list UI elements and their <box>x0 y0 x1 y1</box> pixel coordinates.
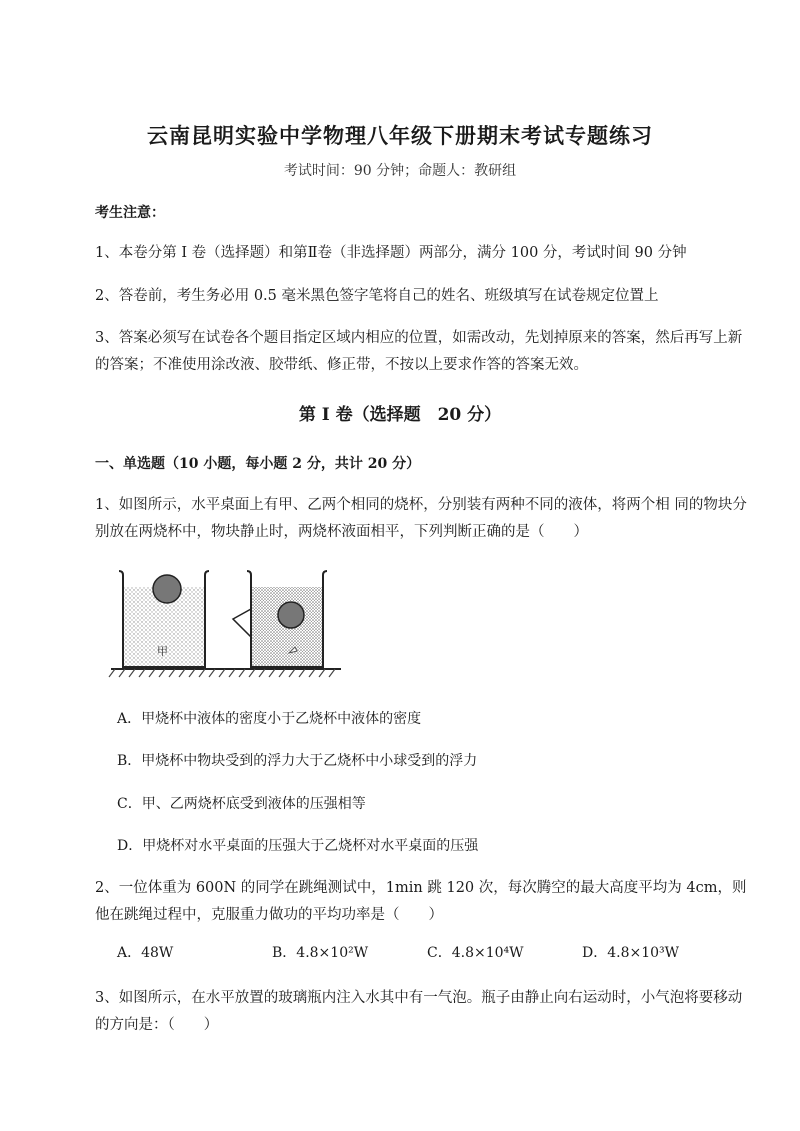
question-2-stem: 2、一位体重为 600N 的同学在跳绳测试中，1min 跳 120 次，每次腾空的最大高度平均为 4cm，则他在跳绳过程中，克服重力做功的平均功率是（ ） <box>95 880 747 923</box>
question-2-option-a: A．48W <box>117 945 174 961</box>
question-2-options <box>117 942 737 962</box>
beaker-yi <box>233 571 327 667</box>
question-1-option-b: B．甲烧杯中物块受到的浮力大于乙烧杯中小球受到的浮力 <box>117 753 478 769</box>
question-1-stem: 1、如图所示，水平桌面上有甲、乙两个相同的烧杯，分别装有两种不同的液体，将两个相 同的物块分别放在两烧杯中，物块静止时，两烧杯液面相平，下列判断正确的是（ ） <box>95 497 747 540</box>
question-group-title: 一、单选题（10 小题，每小题 2 分，共计 20 分） <box>95 456 421 472</box>
notice-heading: 考生注意： <box>95 205 165 221</box>
table-hatching <box>109 669 335 677</box>
page-title: 云南昆明实验中学物理八年级下册期末考试专题练习 <box>147 123 653 148</box>
question-1-option-a: A．甲烧杯中液体的密度小于乙烧杯中液体的密度 <box>117 711 422 727</box>
beakers-figure <box>105 565 345 685</box>
question-2-option-d: D．4.8×10³W <box>582 945 680 961</box>
beaker-label: 甲 <box>157 645 168 658</box>
question-1-option-d: D．甲烧杯对水平桌面的压强大于乙烧杯对水平桌面的压强 <box>117 838 479 854</box>
section-title: 第 I 卷（选择题 20 分） <box>298 405 502 425</box>
question-1-option-c: C．甲、乙两烧杯底受到液体的压强相等 <box>117 796 366 812</box>
notice-item-2: 2、答卷前，考生务必用 0.5 毫米黑色签字笔将自己的姓名、班级填写在试卷规定位置上 <box>95 288 659 304</box>
block-jia <box>153 575 181 603</box>
block-yi <box>278 602 304 628</box>
notice-item-3: 3、答案必须写在试卷各个题目指定区域内相应的位置，如需改动，先划掉原来的答案，然后再写上新的答案；不准使用涂改液、胶带纸、修正带，不按以上要求作答的答案无效。 <box>95 330 743 373</box>
exam-info: 考试时间：90 分钟；命题人：教研组 <box>283 163 517 179</box>
question-2-option-c: C．4.8×10⁴W <box>427 945 524 961</box>
beaker-jia <box>119 571 209 667</box>
question-2-option-b: B．4.8×10²W <box>272 945 369 961</box>
question-3-stem: 3、如图所示，在水平放置的玻璃瓶内注入水其中有一气泡。瓶子由静止向右运动时，小气泡将要移动的方向是：（ ） <box>95 990 743 1033</box>
notice-item-1: 1、本卷分第 I 卷（选择题）和第Ⅱ卷（非选择题）两部分，满分 100 分，考试时间 90 分钟 <box>95 245 687 261</box>
